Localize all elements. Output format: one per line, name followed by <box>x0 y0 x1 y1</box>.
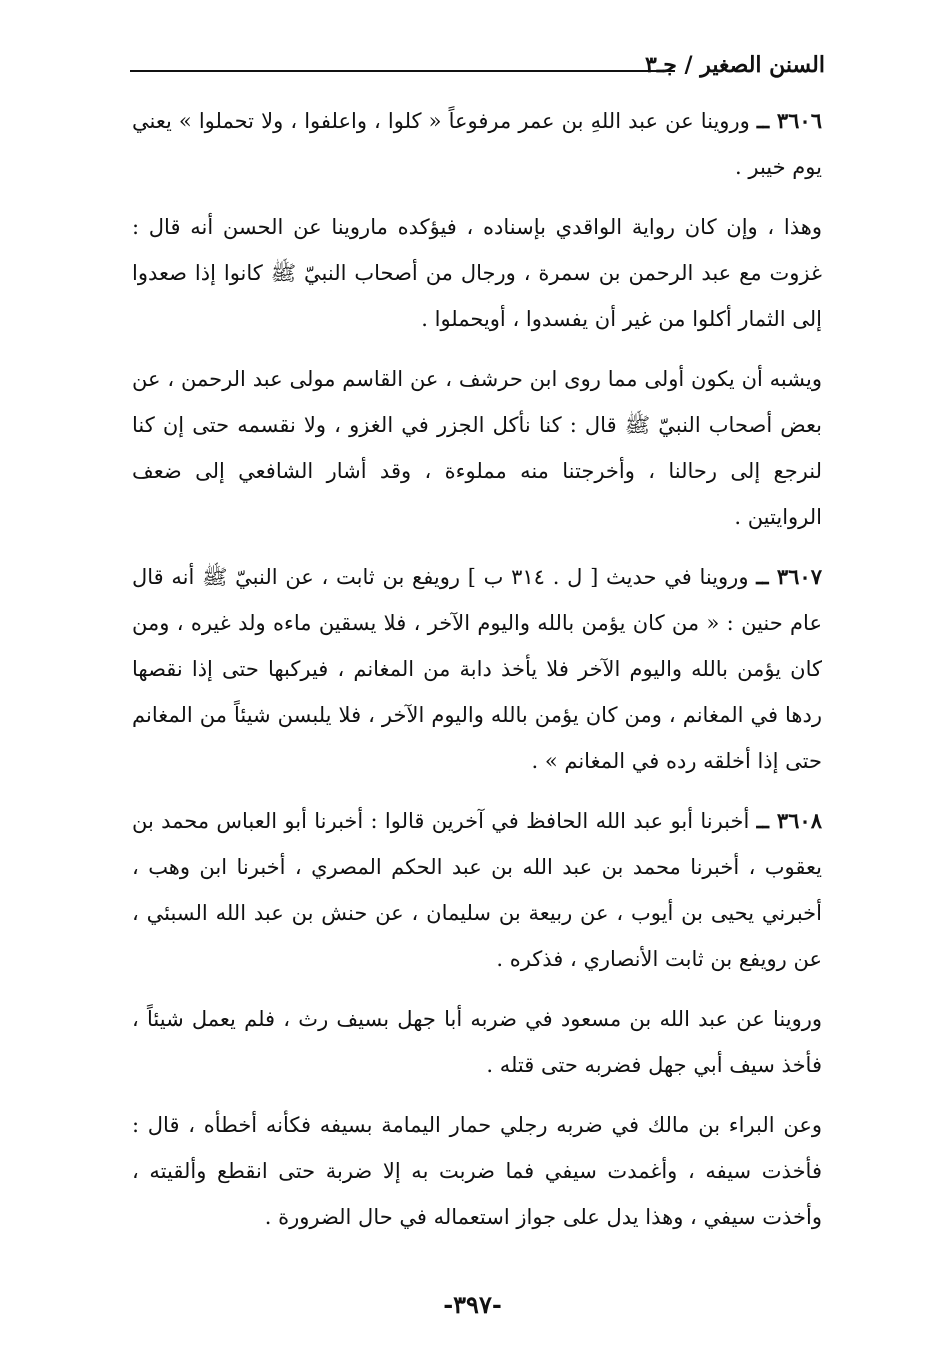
hadith-3608 <box>132 798 822 982</box>
hadith-number: ٣٦٠٨ ــ <box>756 808 822 833</box>
hadith-3606 <box>132 98 822 190</box>
body-text <box>132 98 822 1254</box>
paragraph-text: وروينا عن عبد الله بن مسعود في ضربه أبا جهل بسيف رث ، فلم يعمل شيئاً ، فأخذ سيف أبي جهل فضربه حتى قتله . <box>132 1007 822 1077</box>
paragraph-text: وعن البراء بن مالك في ضربه رجلي حمار اليمامة بسيفه فكأنه أخطأه ، قال : فأخذت سيفه ، وأغمدت سيفي فما ضربت به إلا ضربة حتى انقطع وألقيته ، وأخذت سيفي ، وهذا يدل على جواز استعماله في حال الضرورة . <box>132 1113 822 1229</box>
hadith-3607 <box>132 554 822 784</box>
page-number: -٣٩٧- <box>443 1290 502 1319</box>
commentary-paragraph <box>132 1102 822 1240</box>
paragraph-text: وروينا في حديث [ ل . ٣١٤ ب ] رويفع بن ثابت ، عن النبيّ ﷺ أنه قال عام حنين : « من كان يؤمن بالله واليوم الآخر ، فلا يسقين ماءه ولد غيره ، ومن كان يؤمن بالله واليوم الآخر فلا يأخذ دابة من المغانم ، فيركبها حتى إذا نقصها ردها في المغانم ، ومن كان يؤمن بالله واليوم الآخر ، فلا يلبسن شيئاً من المغانم حتى إذا أخلقه رده في المغانم » . <box>132 565 822 773</box>
paragraph-text: وروينا عن عبد اللهِ بن عمر مرفوعاً « كلوا ، واعلفوا ، ولا تحملوا » يعني يوم خيبر . <box>132 109 822 179</box>
paragraph-text: وهذا ، وإن كان رواية الواقدي بإسناده ، فيؤكده ماروينا عن الحسن أنه قال : غزوت مع عبد الرحمن بن سمرة ، ورجال من أصحاب النبيّ ﷺ كانوا إذا صعدوا إلى الثمار أكلوا من غير أن يفسدوا ، أويحملوا . <box>132 215 822 331</box>
hadith-number: ٣٦٠٧ ــ <box>756 564 822 589</box>
hadith-number: ٣٦٠٦ ــ <box>756 108 822 133</box>
page-header <box>130 52 825 82</box>
running-title: السنن الصغير / جـ٣ <box>645 52 825 78</box>
header-rule <box>130 70 675 72</box>
commentary-paragraph <box>132 356 822 540</box>
paragraph-text: أخبرنا أبو عبد الله الحافظ في آخرين قالوا : أخبرنا أبو العباس محمد بن يعقوب ، أخبرنا محمد بن عبد الله بن عبد الحكم المصري ، أخبرنا ابن وهب ، أخبرني يحيى بن أيوب ، عن ربيعة بن سليمان ، عن حنش بن عبد الله السبئي ، عن رويفع بن ثابت الأنصاري ، فذكره . <box>132 809 822 971</box>
commentary-paragraph <box>132 996 822 1088</box>
paragraph-text: ويشبه أن يكون أولى مما روى ابن حرشف ، عن القاسم مولى عبد الرحمن ، عن بعض أصحاب النبيّ ﷺ قال : كنا نأكل الجزر في الغزو ، ولا نقسمه حتى إن كنا لنرجع إلى رحالنا ، وأخرجتنا منه مملوءة ، وقد أشار الشافعي إلى ضعف الروايتين . <box>132 367 822 529</box>
commentary-paragraph <box>132 204 822 342</box>
